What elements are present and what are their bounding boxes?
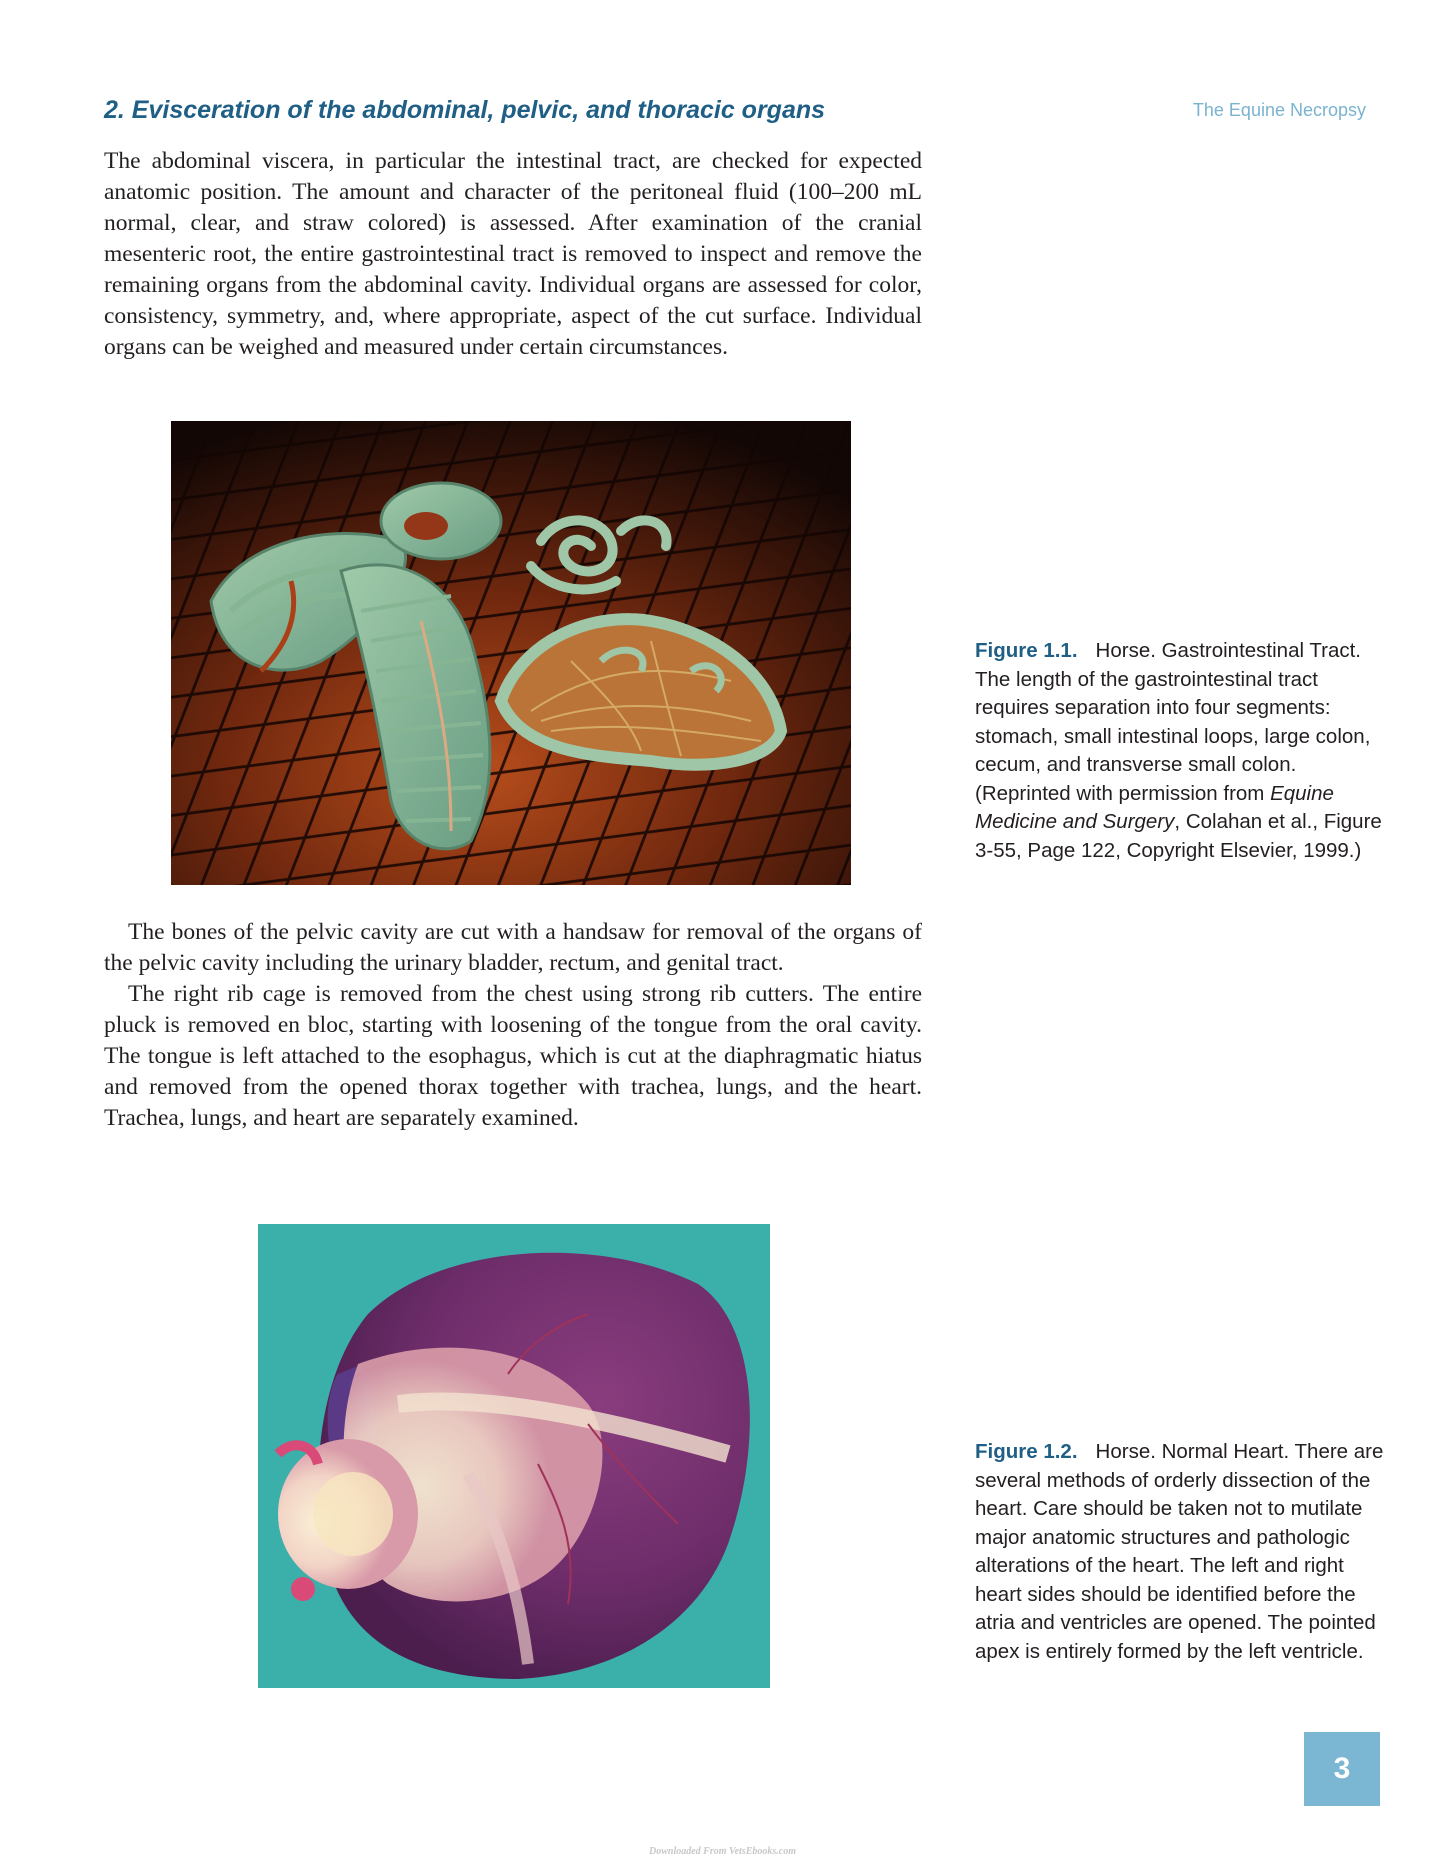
caption-text-continued: , Colahan et al., Figure 3-55, Page 122, Copyright Elsevier, 1999.) (975, 810, 1382, 862)
heart-image (258, 1224, 770, 1688)
caption-text: Horse. Gastrointestinal Tract. The length of the gastrointestinal tract requires separation into four segments: stomach, small intestinal loops, large colon, cecum, and transverse small colon. (Reprinted with permission from (975, 639, 1371, 805)
figure-1-1-caption (975, 637, 1385, 865)
paragraph: The right rib cage is removed from the chest using strong rib cutters. The entire pluck is removed en bloc, starting with loosening of the tongue from the oral cavity. The tongue is left attached to the esophagus, which is cut at the diaphragmatic hiatus and removed from the opened thorax together with trachea, lungs, and the heart. Trachea, lungs, and heart are separately examined. (104, 981, 922, 1131)
body-text-block-2 (104, 917, 922, 1134)
figure-1-2-caption (975, 1438, 1385, 1666)
body-text-block-1 (104, 146, 922, 363)
paragraph: The abdominal viscera, in particular the intestinal tract, are checked for expected anatomic position. The amount and character of the peritoneal fluid (100–200 mL normal, clear, and straw colored) is assessed. After examination of the cranial mesenteric root, the entire gastrointestinal tract is removed to inspect and remove the remaining organs from the abdominal cavity. Individual organs are assessed for color, consistency, symmetry, and, where appropriate, aspect of the cut surface. Individual organs can be weighed and measured under certain circumstances. (104, 148, 922, 360)
caption-book-title: Equine Medicine and Surgery (975, 781, 1334, 833)
paragraph: The bones of the pelvic cavity are cut with a handsaw for removal of the organs of the pelvic cavity including the urinary bladder, rectum, and genital tract. (104, 919, 922, 976)
figure-label: Figure 1.1. (975, 639, 1078, 662)
figure-heart-photo (258, 1224, 770, 1688)
figure-label: Figure 1.2. (975, 1440, 1078, 1463)
download-watermark: Downloaded From VetsEbooks.com (649, 1846, 796, 1857)
gastrointestinal-tract-image (171, 421, 851, 885)
page-number: 3 (1304, 1732, 1380, 1806)
running-head: The Equine Necropsy (1192, 100, 1366, 120)
figure-gastrointestinal-tract-photo (171, 421, 851, 885)
caption-text: Horse. Normal Heart. There are several methods of orderly dissection of the heart. Care should be taken not to mutilate major anatomic structures and pathologic alterations of the heart. The left and right heart sides should be identified before the atria and ventricles are opened. The pointed apex is entirely formed by the left ventricle. (975, 1440, 1384, 1663)
section-title: 2. Evisceration of the abdominal, pelvic, and thoracic organs (104, 96, 826, 124)
